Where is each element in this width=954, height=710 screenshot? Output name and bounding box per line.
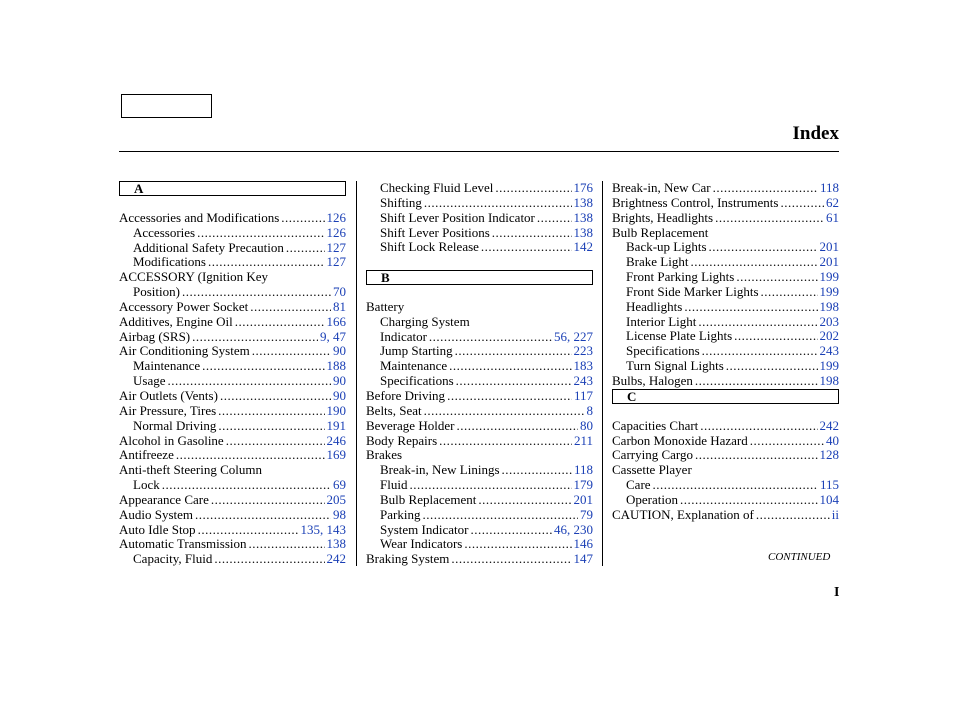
entry-label: Airbag (SRS)	[119, 328, 191, 344]
entry-label: Back-up Lights	[626, 239, 707, 255]
leader-dots	[700, 419, 817, 434]
entry-label: Accessories	[133, 224, 196, 240]
entry-label: Air Outlets (Vents)	[119, 387, 218, 403]
entry-label: Shifting	[380, 194, 422, 210]
index-entry[interactable]	[612, 196, 839, 211]
page-reference-link[interactable]: 211	[573, 432, 593, 448]
index-entry[interactable]	[119, 226, 346, 241]
column-divider	[356, 181, 357, 566]
page-reference-link[interactable]: 146	[573, 536, 593, 552]
index-entry[interactable]	[612, 285, 839, 300]
index-entry[interactable]	[612, 344, 839, 359]
index-entry[interactable]	[119, 359, 346, 374]
leader-dots	[761, 285, 818, 300]
entry-label: Auto Idle Stop	[119, 521, 196, 537]
index-entry[interactable]	[119, 404, 346, 419]
index-entry[interactable]	[366, 359, 593, 374]
leader-dots	[214, 552, 324, 567]
index-entry[interactable]	[119, 389, 346, 404]
leader-dots	[684, 300, 817, 315]
leader-dots	[286, 241, 325, 256]
leader-dots	[750, 434, 824, 449]
entry-label: Indicator	[380, 328, 427, 344]
index-entry[interactable]	[119, 315, 346, 330]
index-entry[interactable]	[366, 434, 593, 449]
page-reference-link[interactable]: 243	[573, 373, 593, 389]
index-entry[interactable]	[612, 300, 839, 315]
page-reference-link[interactable]: 70	[333, 284, 346, 300]
page-number: I	[834, 585, 840, 600]
entry-label: Carbon Monoxide Hazard	[612, 432, 748, 448]
page-reference-link[interactable]: 98	[333, 506, 346, 522]
page-reference-link[interactable]: 201	[573, 491, 593, 507]
index-entry[interactable]	[612, 493, 839, 508]
index-entry[interactable]	[119, 434, 346, 449]
leader-dots	[422, 508, 578, 523]
index-entry	[366, 315, 593, 330]
page-reference-link[interactable]: 199	[819, 283, 839, 299]
page-reference-link[interactable]: 90	[333, 387, 346, 403]
page-reference-link[interactable]: 127	[326, 254, 346, 270]
leader-dots	[481, 240, 572, 255]
leader-dots	[456, 419, 578, 434]
entry-label: ACCESSORY (Ignition Key	[119, 269, 269, 285]
entry-label: Braking System	[366, 551, 450, 567]
entry-label: Before Driving	[366, 387, 446, 403]
leader-dots	[182, 285, 331, 300]
leader-dots	[470, 523, 552, 538]
page-reference-link[interactable]: 199	[819, 358, 839, 374]
entry-label: System Indicator	[380, 521, 469, 537]
leader-dots	[162, 478, 331, 493]
entry-label: Brakes	[366, 447, 403, 463]
entry-label: Capacities Chart	[612, 417, 699, 433]
index-column-2	[366, 181, 593, 567]
leader-dots	[250, 300, 331, 315]
leader-dots	[478, 493, 571, 508]
page-reference-link[interactable]: 166	[326, 313, 346, 329]
index-entry[interactable]	[119, 523, 346, 538]
leader-dots	[715, 211, 824, 226]
leader-dots	[220, 389, 331, 404]
page-reference-link[interactable]: 199	[819, 269, 839, 285]
index-entry	[366, 300, 593, 315]
entry-label: Jump Starting	[380, 343, 453, 359]
entry-label: Bulb Replacement	[380, 491, 477, 507]
entry-label: Normal Driving	[133, 417, 217, 433]
index-entry[interactable]	[612, 315, 839, 330]
index-entry[interactable]	[366, 523, 593, 538]
entry-label: Break-in, New Car	[612, 180, 711, 195]
entry-label: Specifications	[626, 343, 700, 359]
leader-dots	[537, 211, 572, 226]
page-reference-link[interactable]: 8	[586, 402, 593, 418]
index-entry[interactable]	[366, 374, 593, 389]
index-column-3	[612, 181, 839, 523]
leader-dots	[252, 344, 331, 359]
index-entry[interactable]	[366, 240, 593, 255]
index-entry[interactable]	[366, 493, 593, 508]
entry-label: Wear Indicators	[380, 536, 463, 552]
page-reference-link[interactable]: ii	[831, 506, 839, 522]
index-entry[interactable]	[366, 330, 593, 345]
entry-label: Care	[626, 477, 651, 493]
leader-dots	[653, 478, 818, 493]
index-entry[interactable]	[612, 478, 839, 493]
index-entry[interactable]	[119, 285, 346, 300]
page-reference-link[interactable]: 61	[826, 209, 839, 225]
page-reference-link[interactable]: 242	[819, 417, 839, 433]
index-entry[interactable]	[612, 359, 839, 374]
leader-dots	[195, 508, 331, 523]
index-entry[interactable]	[119, 537, 346, 552]
entry-label: Fluid	[380, 477, 408, 493]
leader-dots	[451, 552, 571, 567]
entry-label: Position)	[133, 284, 180, 300]
leader-dots	[736, 270, 817, 285]
leader-dots	[702, 344, 818, 359]
leader-dots	[235, 315, 325, 330]
index-column-1	[119, 181, 346, 567]
entry-label: Alcohol in Gasoline	[119, 432, 224, 448]
entry-label: Turn Signal Lights	[626, 358, 724, 374]
index-entry[interactable]	[119, 478, 346, 493]
index-entry[interactable]	[612, 255, 839, 270]
section-letter-header: B	[366, 270, 593, 285]
entry-label: Appearance Care	[119, 491, 209, 507]
leader-dots	[218, 419, 324, 434]
page-reference-link[interactable]: 190	[326, 402, 346, 418]
spacer	[366, 255, 593, 270]
index-entry[interactable]	[366, 404, 593, 419]
page-reference-link[interactable]: 202	[819, 328, 839, 344]
index-entry[interactable]	[119, 552, 346, 567]
index-entry[interactable]	[366, 344, 593, 359]
leader-dots	[495, 181, 571, 196]
page-reference-link[interactable]: 62	[826, 194, 839, 210]
index-entry[interactable]	[612, 329, 839, 344]
leader-dots	[726, 359, 818, 374]
leader-dots	[208, 255, 325, 270]
entry-label: Operation	[626, 491, 678, 507]
entry-label: Bulbs, Halogen	[612, 372, 693, 388]
entry-label: Brights, Headlights	[612, 209, 714, 225]
page-reference-link[interactable]: 203	[819, 313, 839, 329]
index-entry[interactable]	[612, 211, 839, 226]
leader-dots	[202, 359, 324, 374]
entry-label: Carrying Cargo	[612, 447, 693, 463]
entry-label: Front Parking Lights	[626, 269, 735, 285]
leader-dots	[492, 226, 572, 241]
section-letter-header: C	[612, 389, 839, 404]
page-reference-link[interactable]: 135, 143	[300, 521, 346, 537]
page-reference-link[interactable]: 104	[819, 491, 839, 507]
title-rule	[119, 151, 839, 152]
leader-dots	[456, 374, 572, 389]
index-entry[interactable]	[119, 493, 346, 508]
page-reference-link[interactable]: 246	[326, 432, 346, 448]
entry-label: Usage	[133, 373, 166, 389]
column-divider	[602, 181, 603, 566]
leader-dots	[756, 508, 830, 523]
entry-label: Parking	[380, 506, 421, 522]
page-reference-link[interactable]: 179	[573, 477, 593, 493]
index-entry[interactable]	[119, 374, 346, 389]
entry-label: Brightness Control, Instruments	[612, 194, 779, 210]
leader-dots	[176, 448, 325, 463]
page-reference-link[interactable]: 46, 230	[554, 521, 593, 537]
leader-dots	[409, 478, 571, 493]
page-reference-link[interactable]: 188	[326, 358, 346, 374]
page-reference-link[interactable]: 138	[573, 209, 593, 225]
index-entry	[612, 463, 839, 478]
entry-label: Battery	[366, 298, 405, 314]
page-reference-link[interactable]: 81	[333, 298, 346, 314]
page-tab-box	[121, 94, 212, 118]
leader-dots	[734, 329, 817, 344]
index-entry[interactable]	[612, 508, 839, 523]
leader-dots	[211, 493, 325, 508]
page-reference-link[interactable]: 142	[573, 239, 593, 255]
index-entry[interactable]	[119, 300, 346, 315]
entry-label: License Plate Lights	[626, 328, 733, 344]
leader-dots	[424, 404, 585, 419]
section-letter-header: A	[119, 181, 346, 196]
page-reference-link[interactable]: 138	[573, 224, 593, 240]
page-reference-link[interactable]: 223	[573, 343, 593, 359]
leader-dots	[695, 448, 818, 463]
entry-label: Air Conditioning System	[119, 343, 250, 359]
index-entry[interactable]	[612, 374, 839, 389]
index-entry[interactable]	[366, 537, 593, 552]
page-reference-link[interactable]: 198	[819, 298, 839, 314]
page-reference-link[interactable]: 176	[573, 180, 593, 195]
page-reference-link[interactable]: 40	[826, 432, 839, 448]
leader-dots	[249, 537, 325, 552]
page-reference-link[interactable]: 79	[580, 506, 593, 522]
index-entry[interactable]	[119, 508, 346, 523]
leader-dots	[439, 434, 572, 449]
page-reference-link[interactable]: 205	[326, 491, 346, 507]
index-entry[interactable]	[366, 419, 593, 434]
page-reference-link[interactable]: 169	[326, 447, 346, 463]
leader-dots	[198, 523, 299, 538]
entry-label: Modifications	[133, 254, 206, 270]
leader-dots	[780, 196, 824, 211]
entry-label: Capacity, Fluid	[133, 551, 213, 567]
index-entry[interactable]	[119, 211, 346, 226]
entry-label: Lock	[133, 477, 160, 493]
page-reference-link[interactable]: 147	[573, 551, 593, 567]
page-reference-link[interactable]: 126	[326, 224, 346, 240]
index-entry[interactable]	[366, 508, 593, 523]
page-reference-link[interactable]: 242	[326, 551, 346, 567]
page-reference-link[interactable]: 90	[333, 373, 346, 389]
page-reference-link[interactable]: 191	[326, 417, 346, 433]
leader-dots	[502, 463, 572, 478]
index-entry[interactable]	[119, 330, 346, 345]
page-reference-link[interactable]: 126	[326, 209, 346, 225]
leader-dots	[680, 493, 818, 508]
page-reference-link[interactable]: 69	[333, 477, 346, 493]
page-reference-link[interactable]: 118	[819, 180, 839, 195]
page-reference-link[interactable]: 201	[819, 254, 839, 270]
leader-dots	[698, 315, 817, 330]
index-entry[interactable]	[366, 181, 593, 196]
page-reference-link[interactable]: 201	[819, 239, 839, 255]
entry-label: Antifreeze	[119, 447, 174, 463]
leader-dots	[695, 374, 818, 389]
leader-dots	[218, 404, 324, 419]
entry-label: Headlights	[626, 298, 683, 314]
page-reference-link[interactable]: 90	[333, 343, 346, 359]
index-entry	[119, 270, 346, 285]
leader-dots	[690, 255, 817, 270]
page-reference-link[interactable]: 56, 227	[554, 328, 593, 344]
entry-label: Shift Lever Positions	[380, 224, 490, 240]
page-reference-link[interactable]: 9, 47	[320, 328, 346, 344]
continued-label: CONTINUED	[768, 551, 831, 563]
entry-label: Automatic Transmission	[119, 536, 247, 552]
page-reference-link[interactable]: 115	[819, 477, 839, 493]
page-reference-link[interactable]: 198	[819, 372, 839, 388]
page-reference-link[interactable]: 128	[819, 447, 839, 463]
entry-label: Shift Lever Position Indicator	[380, 209, 535, 225]
index-entry[interactable]	[366, 389, 593, 404]
page-reference-link[interactable]: 243	[819, 343, 839, 359]
entry-label: CAUTION, Explanation of	[612, 506, 754, 522]
entry-label: Belts, Seat	[366, 402, 422, 418]
index-entry	[612, 226, 839, 241]
index-entry[interactable]	[366, 552, 593, 567]
entry-label: Charging System	[380, 313, 470, 329]
entry-label: Additives, Engine Oil	[119, 313, 233, 329]
index-entry[interactable]	[119, 344, 346, 359]
page-reference-link[interactable]: 117	[573, 387, 593, 403]
entry-label: Shift Lock Release	[380, 239, 479, 255]
entry-label: Accessory Power Socket	[119, 298, 249, 314]
leader-dots	[192, 330, 318, 345]
page-reference-link[interactable]: 138	[326, 536, 346, 552]
page-title: Index	[792, 123, 839, 144]
entry-label: Checking Fluid Level	[380, 180, 494, 195]
entry-label: Anti-theft Steering Column	[119, 462, 262, 478]
leader-dots	[713, 181, 818, 196]
index-entry[interactable]	[366, 211, 593, 226]
entry-label: Beverage Holder	[366, 417, 455, 433]
leader-dots	[709, 240, 818, 255]
index-entry[interactable]	[366, 478, 593, 493]
index-entry	[366, 448, 593, 463]
entry-label: Audio System	[119, 506, 194, 522]
index-entry[interactable]	[612, 270, 839, 285]
index-entry[interactable]	[119, 419, 346, 434]
leader-dots	[429, 330, 552, 345]
index-entry[interactable]	[612, 181, 839, 196]
index-entry[interactable]	[119, 448, 346, 463]
entry-label: Break-in, New Linings	[380, 462, 500, 478]
leader-dots	[424, 196, 572, 211]
leader-dots	[226, 434, 325, 449]
page-reference-link[interactable]: 127	[326, 239, 346, 255]
entry-label: Accessories and Modifications	[119, 209, 280, 225]
entry-label: Maintenance	[133, 358, 201, 374]
entry-label: Specifications	[380, 373, 454, 389]
entry-label: Air Pressure, Tires	[119, 402, 217, 418]
leader-dots	[281, 211, 324, 226]
index-entry[interactable]	[119, 241, 346, 256]
index-entry[interactable]	[366, 196, 593, 211]
leader-dots	[464, 537, 571, 552]
page-reference-link[interactable]: 183	[573, 358, 593, 374]
page-reference-link[interactable]: 118	[573, 462, 593, 478]
index-entry	[119, 463, 346, 478]
index-entry[interactable]	[612, 419, 839, 434]
leader-dots	[449, 359, 571, 374]
entry-label: Brake Light	[626, 254, 689, 270]
entry-label: Body Repairs	[366, 432, 438, 448]
index-entry[interactable]	[366, 226, 593, 241]
page-reference-link[interactable]: 80	[580, 417, 593, 433]
index-entry[interactable]	[612, 448, 839, 463]
entry-label: Maintenance	[380, 358, 448, 374]
entry-label: Cassette Player	[612, 462, 692, 478]
index-entry[interactable]	[612, 240, 839, 255]
leader-dots	[197, 226, 324, 241]
leader-dots	[447, 389, 572, 404]
index-entry[interactable]	[119, 255, 346, 270]
entry-label: Additional Safety Precaution	[133, 239, 284, 255]
index-entry[interactable]	[366, 463, 593, 478]
leader-dots	[168, 374, 332, 389]
leader-dots	[455, 344, 572, 359]
entry-label: Interior Light	[626, 313, 697, 329]
page-reference-link[interactable]: 138	[573, 194, 593, 210]
index-entry[interactable]	[612, 434, 839, 449]
entry-label: Bulb Replacement	[612, 224, 709, 240]
entry-label: Front Side Marker Lights	[626, 283, 759, 299]
